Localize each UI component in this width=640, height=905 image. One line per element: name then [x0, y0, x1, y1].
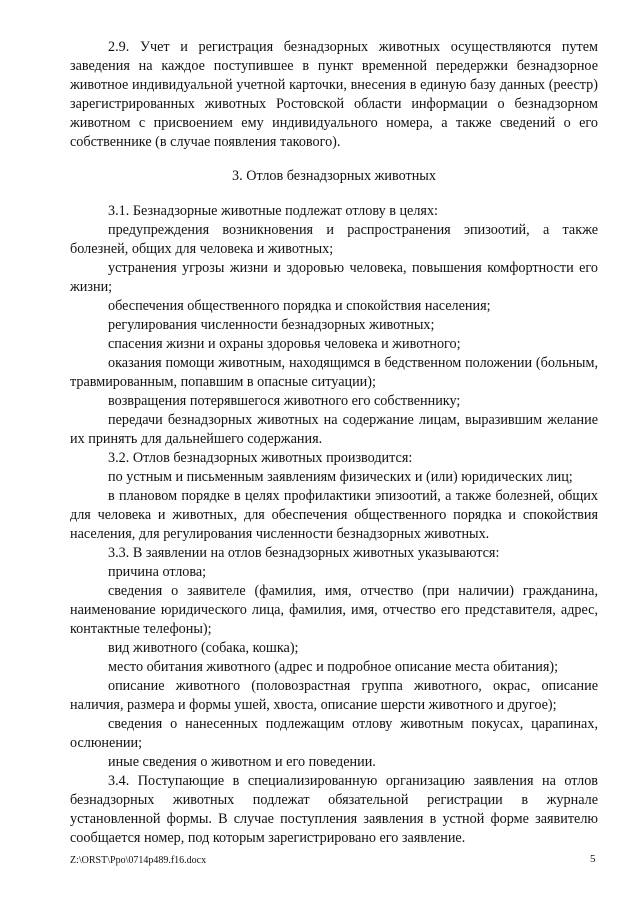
paragraph: сведения о заявителе (фамилия, имя, отчество (при наличии) гражданина, наименование юридического лица, фамилия, имя, отчество его представителя, адрес, контактные телефоны); — [70, 583, 598, 637]
paragraph: причина отлова; — [108, 564, 207, 580]
paragraph: возвращения потерявшегося животного его собственнику; — [108, 393, 461, 409]
paragraph: по устным и письменным заявлениям физических и (или) юридических лиц; — [108, 469, 573, 485]
paragraph: вид животного (собака, кошка); — [108, 640, 299, 656]
paragraph: описание животного (половозрастная группа животного, окрас, описание наличия, размера и формы ушей, хвоста, описание шерсти животного и другое); — [70, 678, 598, 713]
section-title: 3. Отлов безнадзорных животных — [232, 168, 436, 184]
paragraph: спасения жизни и охраны здоровья человека и животного; — [108, 336, 461, 352]
paragraph: обеспечения общественного порядка и спокойствия населения; — [108, 298, 491, 314]
footer-file-path: Z:\ORST\Ppo\0714p489.f16.docx — [70, 855, 207, 866]
paragraph: сведения о нанесенных подлежащим отлову животным покусах, царапинах, ослюнении; — [70, 716, 598, 751]
paragraph: 3.3. В заявлении на отлов безнадзорных животных указываются: — [108, 545, 500, 561]
document-body — [70, 38, 598, 848]
page-number: 5 — [590, 853, 596, 865]
paragraph: регулирования численности безнадзорных животных; — [108, 317, 435, 333]
paragraph: место обитания животного (адрес и подробное описание места обитания); — [108, 659, 559, 675]
paragraph: в плановом порядке в целях профилактики эпизоотий, а также болезней, общих для человека и животных, для обеспечения общественного порядка и спокойствия населения, для регулирования численности безнадзорных животных. — [70, 488, 598, 542]
paragraph: устранения угрозы жизни и здоровью человека, повышения комфортности его жизни; — [70, 260, 598, 295]
paragraph: оказания помощи животным, находящимся в бедственном положении (больным, травмированным, попавшим в опасные ситуации); — [70, 355, 598, 390]
paragraph: 3.2. Отлов безнадзорных животных производится: — [108, 450, 413, 466]
paragraph: предупреждения возникновения и распространения эпизоотий, а также болезней, общих для человека и животных; — [70, 222, 598, 257]
paragraph: 3.1. Безнадзорные животные подлежат отлову в целях: — [108, 203, 438, 219]
paragraph-2-9: 2.9. Учет и регистрация безнадзорных животных осуществляются путем заведения на каждое поступившее в пункт временной передержки безнадзорное животное индивидуальной учетной карточки, внесения в единую базу данных (реестр) зарегистрированных животных Ростовской области информации о безнадзорном животном с присвоением ему индивидуального номера, а также сведений о его собственнике (в случае появления такового). — [70, 39, 598, 150]
paragraph: передачи безнадзорных животных на содержание лицам, выразившим желание их принять для дальнейшего содержания. — [70, 412, 598, 447]
paragraph: иные сведения о животном и его поведении. — [108, 754, 376, 770]
paragraph: 3.4. Поступающие в специализированную организацию заявления на отлов безнадзорных животных подлежат обязательной регистрации в журнале установленной формы. В случае поступления заявления в устной форме заявителю сообщается номер, под которым зарегистрировано его заявление. — [70, 773, 598, 846]
